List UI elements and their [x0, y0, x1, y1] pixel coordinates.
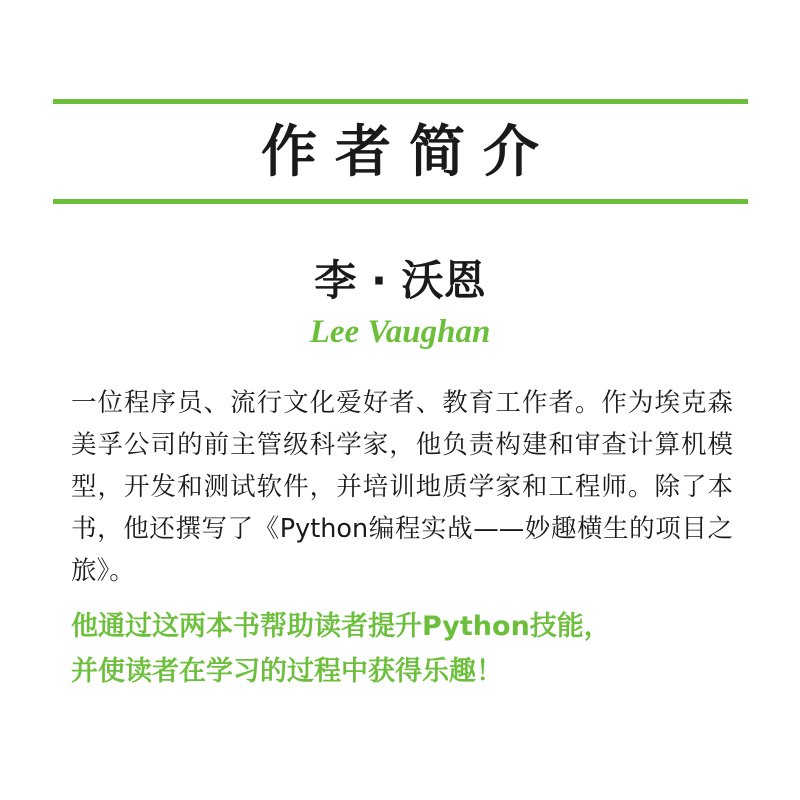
author-name-chinese: 李 · 沃恩 [314, 256, 486, 305]
highlight-statement [71, 604, 733, 694]
bottom-divider [53, 199, 748, 204]
author-name-english: Lee Vaughan [309, 314, 491, 350]
highlight-line-1: 他通过这两本书帮助读者提升Python技能， [71, 611, 611, 642]
top-divider [53, 99, 748, 104]
highlight-line-2: 并使读者在学习的过程中获得乐趣！ [71, 656, 503, 687]
page-title: 作者简介 [261, 120, 557, 185]
author-bio: 一位程序员、流行文化爱好者、教育工作者。作为埃克森美孚公司的前主管级科学家，他负责构建和审查计算机模型，开发和测试软件，并培训地质学家和工程师。除了本书，他还撰写了《Python编程实战——妙趣横生的项目之旅》。 [71, 388, 733, 586]
